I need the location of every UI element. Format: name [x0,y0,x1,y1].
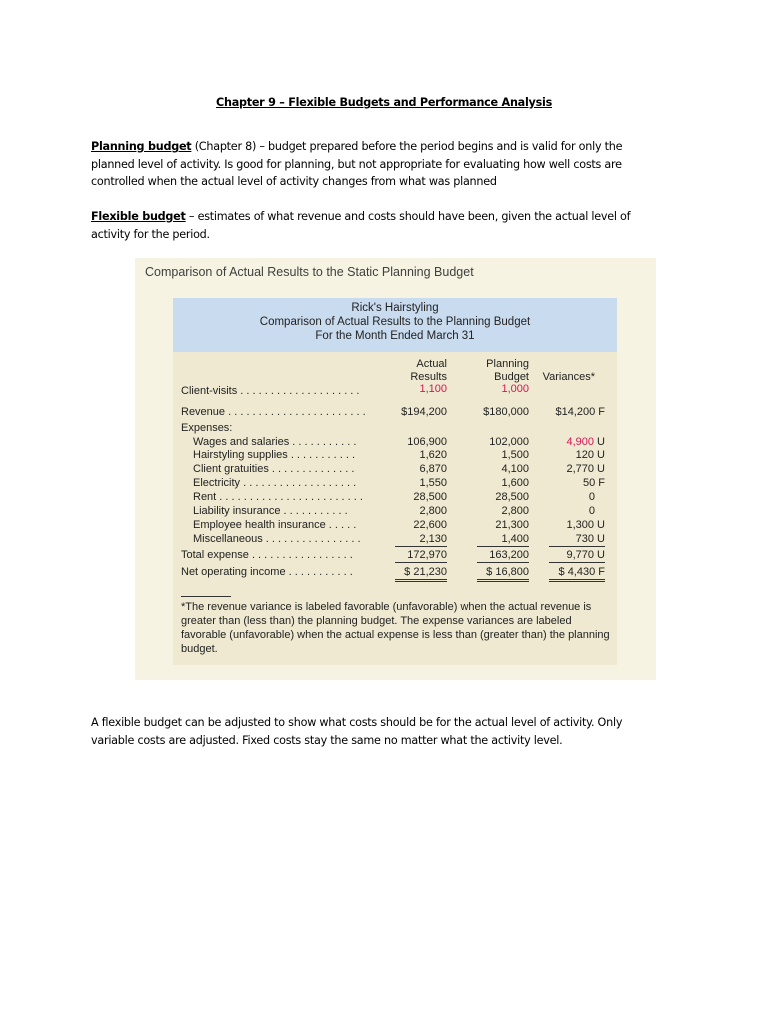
budget-table [173,352,617,665]
gratuities-planning: 4,100 [501,463,529,475]
table-title-block [173,298,617,352]
table-footnote: *The revenue variance is labeled favorable (unfavorable) when the actual revenue is greater than (less than) the planning budget. The expense variances are labeled favorable (unfavorable) when the actual expense is less than (greater than) the planning budget. [181,601,610,655]
col-actual-1: Actual [416,358,447,370]
revenue-actual: $194,200 [401,406,447,418]
wages-variance: 4,900 U [566,436,605,448]
col-actual-2: Results [410,371,447,383]
planning-budget-term: Planning budget [91,140,192,153]
comparison-figure [135,258,656,680]
row-label-rent: Rent . . . . . . . . . . . . . . . . . . . . . . . . [193,491,363,503]
flexible-line-2: activity for the period. [91,227,210,241]
flexible-budget-paragraph [91,208,691,243]
flexible-budget-term: Flexible budget [91,210,186,223]
total-planning: 163,200 [477,549,529,563]
liability-planning: 2,800 [501,505,529,517]
supplies-planning: 1,500 [501,449,529,461]
gratuities-variance: 2,770 U [566,463,605,475]
supplies-variance: 120 U [575,449,605,461]
col-variances: Variances* [542,371,595,383]
planning-budget-paragraph [91,138,691,191]
electricity-actual: 1,550 [419,477,447,489]
misc-variance: 730 U [549,533,605,547]
row-label-total: Total expense . . . . . . . . . . . . . . . . . [181,549,353,561]
row-label-supplies: Hairstyling supplies . . . . . . . . . . . [193,449,356,461]
revenue-planning: $180,000 [483,406,529,418]
gratuities-actual: 6,870 [419,463,447,475]
company-name: Rick's Hairstyling [351,302,439,314]
table-title: Comparison of Actual Results to the Planning Budget [259,316,531,328]
row-label-expenses: Expenses: [181,422,233,434]
client-visits-actual: 1,100 [419,383,447,395]
noi-variance: $ 4,430 F [549,566,605,582]
rent-planning: 28,500 [495,491,529,503]
wages-planning: 102,000 [489,436,529,448]
row-label-client-visits: Client-visits . . . . . . . . . . . . . . . . . . . . [181,385,360,397]
supplies-actual: 1,620 [419,449,447,461]
row-label-noi: Net operating income . . . . . . . . . . . [181,566,353,578]
col-planning-2: Budget [494,371,529,383]
health-variance: 1,300 U [566,519,605,531]
health-planning: 21,300 [495,519,529,531]
closing-line-1: A flexible budget can be adjusted to show what costs should be for the actual level of activity. Only [91,716,623,729]
revenue-variance: $14,200 F [555,406,605,418]
table-period: For the Month Ended March 31 [315,330,475,342]
total-actual: 172,970 [395,549,447,563]
noi-actual: $ 21,230 [395,566,447,582]
rent-variance: 0 [588,491,595,503]
total-variance: 9,770 U [549,549,605,563]
row-label-liability: Liability insurance . . . . . . . . . . . [193,505,348,517]
electricity-planning: 1,600 [501,477,529,489]
row-label-revenue: Revenue . . . . . . . . . . . . . . . . . . . . . . . [181,406,366,418]
footnote-rule [181,596,231,597]
rent-actual: 28,500 [413,491,447,503]
row-label-wages: Wages and salaries . . . . . . . . . . . [193,436,357,448]
misc-planning: 1,400 [477,533,529,547]
electricity-variance: 50 F [582,477,605,489]
flexible-line-1: – estimates of what revenue and costs should have been, given the actual level of [185,210,631,223]
health-actual: 22,600 [413,519,447,531]
row-label-health: Employee health insurance . . . . . [193,519,357,531]
row-label-gratuities: Client gratuities . . . . . . . . . . . . . . [193,463,355,475]
liability-variance: 0 [588,505,595,517]
row-label-misc: Miscellaneous . . . . . . . . . . . . . . . . [193,533,361,545]
col-planning-1: Planning [486,358,529,370]
misc-actual: 2,130 [395,533,447,547]
wages-actual: 106,900 [407,436,447,448]
noi-planning: $ 16,800 [477,566,529,582]
closing-paragraph [91,714,691,749]
planning-line-2: planned level of activity. Is good for planning, but not appropriate for evaluating how well costs are [91,157,622,171]
page-heading: Chapter 9 – Flexible Budgets and Performance Analysis [216,96,552,109]
figure-caption: Comparison of Actual Results to the Static Planning Budget [145,265,474,279]
planning-line-3: controlled when the actual level of activity changes from what was planned [91,175,497,188]
liability-actual: 2,800 [419,505,447,517]
planning-line-1: (Chapter 8) – budget prepared before the period begins and is valid for only the [191,140,623,153]
client-visits-planning: 1,000 [501,383,529,395]
closing-line-2: variable costs are adjusted. Fixed costs stay the same no matter what the activity level. [91,733,563,747]
row-label-electricity: Electricity . . . . . . . . . . . . . . . . . . . [193,477,357,489]
